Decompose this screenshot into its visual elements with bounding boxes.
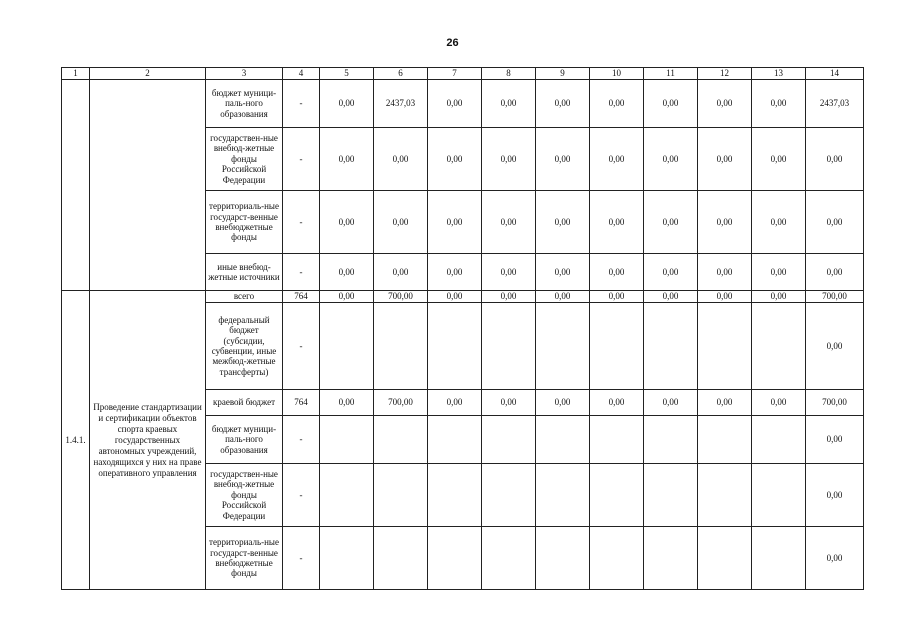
value-cell: 0,00 (482, 80, 536, 128)
value-cell (698, 527, 752, 590)
source-cell: территориаль-ные государст-венные внебюджетные фонды (206, 527, 283, 590)
code-cell: 764 (283, 390, 320, 416)
value-cell (590, 303, 644, 390)
value-cell (374, 303, 428, 390)
column-header: 11 (644, 68, 698, 80)
value-cell: 0,00 (536, 390, 590, 416)
value-cell: 0,00 (590, 191, 644, 254)
source-cell: иные внебюд-жетные источники (206, 254, 283, 291)
item-name: Проведение стандартизации и сертификации объектов спорта краевых государственных автономных учреждений, находящихся у них на праве оперативного управления (90, 291, 206, 590)
column-header: 4 (283, 68, 320, 80)
value-cell: 0,00 (482, 390, 536, 416)
column-header: 3 (206, 68, 283, 80)
value-cell (482, 464, 536, 527)
value-cell: 0,00 (428, 128, 482, 191)
value-cell (590, 416, 644, 464)
value-cell (590, 527, 644, 590)
code-cell: - (283, 128, 320, 191)
value-cell: 0,00 (320, 80, 374, 128)
source-cell: государствен-ные внебюд-жетные фонды Российской Федерации (206, 128, 283, 191)
value-cell: 0,00 (590, 128, 644, 191)
value-cell: 0,00 (644, 254, 698, 291)
value-cell (320, 527, 374, 590)
value-cell: 2437,03 (806, 80, 864, 128)
source-cell: федеральный бюджет (субсидии, субвенции, иные межбюд-жетные трансферты) (206, 303, 283, 390)
value-cell (374, 464, 428, 527)
source-cell: территориаль-ные государст-венные внебюджетные фонды (206, 191, 283, 254)
value-cell (698, 416, 752, 464)
value-cell (590, 464, 644, 527)
value-cell: 0,00 (536, 291, 590, 303)
value-cell (752, 464, 806, 527)
value-cell: 2437,03 (374, 80, 428, 128)
value-cell: 0,00 (698, 128, 752, 191)
page-number: 26 (446, 37, 459, 49)
value-cell (374, 527, 428, 590)
value-cell (536, 303, 590, 390)
value-cell: 0,00 (752, 254, 806, 291)
value-cell: 0,00 (806, 416, 864, 464)
value-cell: 0,00 (482, 254, 536, 291)
value-cell (698, 464, 752, 527)
value-cell: 0,00 (644, 80, 698, 128)
value-cell: 0,00 (698, 254, 752, 291)
value-cell: 0,00 (590, 254, 644, 291)
value-cell: 0,00 (320, 291, 374, 303)
value-cell (644, 416, 698, 464)
value-cell: 0,00 (320, 390, 374, 416)
code-cell: 764 (283, 291, 320, 303)
column-header: 5 (320, 68, 374, 80)
value-cell: 700,00 (374, 390, 428, 416)
value-cell (698, 303, 752, 390)
value-cell (536, 527, 590, 590)
value-cell (482, 303, 536, 390)
value-cell: 0,00 (806, 128, 864, 191)
column-header: 13 (752, 68, 806, 80)
value-cell: 0,00 (644, 191, 698, 254)
code-cell: - (283, 80, 320, 128)
value-cell: 0,00 (806, 254, 864, 291)
value-cell (428, 416, 482, 464)
value-cell (320, 416, 374, 464)
value-cell: 0,00 (482, 128, 536, 191)
value-cell: 0,00 (482, 191, 536, 254)
value-cell (536, 416, 590, 464)
table-row (62, 291, 864, 303)
value-cell: 0,00 (482, 291, 536, 303)
item-number: 1.4.1. (62, 291, 90, 590)
value-cell: 0,00 (644, 291, 698, 303)
source-cell: бюджет муниципаль-ного образования (206, 80, 283, 128)
value-cell: 0,00 (428, 80, 482, 128)
column-header: 2 (90, 68, 206, 80)
value-cell: 0,00 (698, 80, 752, 128)
value-cell: 0,00 (536, 254, 590, 291)
value-cell (644, 527, 698, 590)
value-cell (320, 303, 374, 390)
column-header: 12 (698, 68, 752, 80)
value-cell (320, 464, 374, 527)
value-cell: 700,00 (374, 291, 428, 303)
code-cell: - (283, 464, 320, 527)
value-cell: 0,00 (698, 191, 752, 254)
value-cell (428, 303, 482, 390)
value-cell: 0,00 (806, 527, 864, 590)
value-cell: 0,00 (536, 80, 590, 128)
value-cell: 0,00 (320, 191, 374, 254)
column-header: 10 (590, 68, 644, 80)
name-cell-empty (90, 80, 206, 291)
value-cell: 0,00 (752, 128, 806, 191)
column-header: 14 (806, 68, 864, 80)
value-cell: 0,00 (536, 191, 590, 254)
value-cell (428, 464, 482, 527)
column-header: 6 (374, 68, 428, 80)
value-cell (536, 464, 590, 527)
value-cell: 0,00 (428, 291, 482, 303)
table-header (62, 68, 864, 80)
column-header: 8 (482, 68, 536, 80)
source-cell: государствен-ные внебюд-жетные фонды Российской Федерации (206, 464, 283, 527)
value-cell (482, 416, 536, 464)
value-cell: 0,00 (428, 390, 482, 416)
value-cell: 0,00 (374, 128, 428, 191)
value-cell (482, 527, 536, 590)
value-cell (752, 416, 806, 464)
value-cell: 0,00 (590, 390, 644, 416)
value-cell: 0,00 (752, 191, 806, 254)
value-cell: 700,00 (806, 291, 864, 303)
value-cell: 0,00 (806, 303, 864, 390)
value-cell: 0,00 (752, 291, 806, 303)
code-cell: - (283, 416, 320, 464)
value-cell: 0,00 (752, 390, 806, 416)
source-cell: всего (206, 291, 283, 303)
value-cell: 0,00 (536, 128, 590, 191)
value-cell (644, 464, 698, 527)
code-cell: - (283, 303, 320, 390)
value-cell: 0,00 (320, 128, 374, 191)
value-cell: 0,00 (644, 390, 698, 416)
column-header: 1 (62, 68, 90, 80)
value-cell: 0,00 (428, 254, 482, 291)
value-cell (428, 527, 482, 590)
value-cell: 700,00 (806, 390, 864, 416)
code-cell: - (283, 527, 320, 590)
value-cell: 0,00 (428, 191, 482, 254)
value-cell: 0,00 (374, 254, 428, 291)
code-cell: - (283, 254, 320, 291)
value-cell (374, 416, 428, 464)
value-cell: 0,00 (590, 80, 644, 128)
source-cell: бюджет муниципаль-ного образования (206, 416, 283, 464)
column-header: 7 (428, 68, 482, 80)
value-cell: 0,00 (752, 80, 806, 128)
code-cell: - (283, 191, 320, 254)
budget-table (61, 67, 864, 590)
value-cell: 0,00 (698, 291, 752, 303)
value-cell: 0,00 (806, 191, 864, 254)
value-cell: 0,00 (590, 291, 644, 303)
value-cell: 0,00 (698, 390, 752, 416)
table-row (62, 80, 864, 128)
source-cell: краевой бюджет (206, 390, 283, 416)
value-cell: 0,00 (374, 191, 428, 254)
value-cell (644, 303, 698, 390)
value-cell (752, 303, 806, 390)
value-cell (752, 527, 806, 590)
column-header: 9 (536, 68, 590, 80)
value-cell: 0,00 (806, 464, 864, 527)
value-cell: 0,00 (644, 128, 698, 191)
value-cell: 0,00 (320, 254, 374, 291)
number-cell-empty (62, 80, 90, 291)
